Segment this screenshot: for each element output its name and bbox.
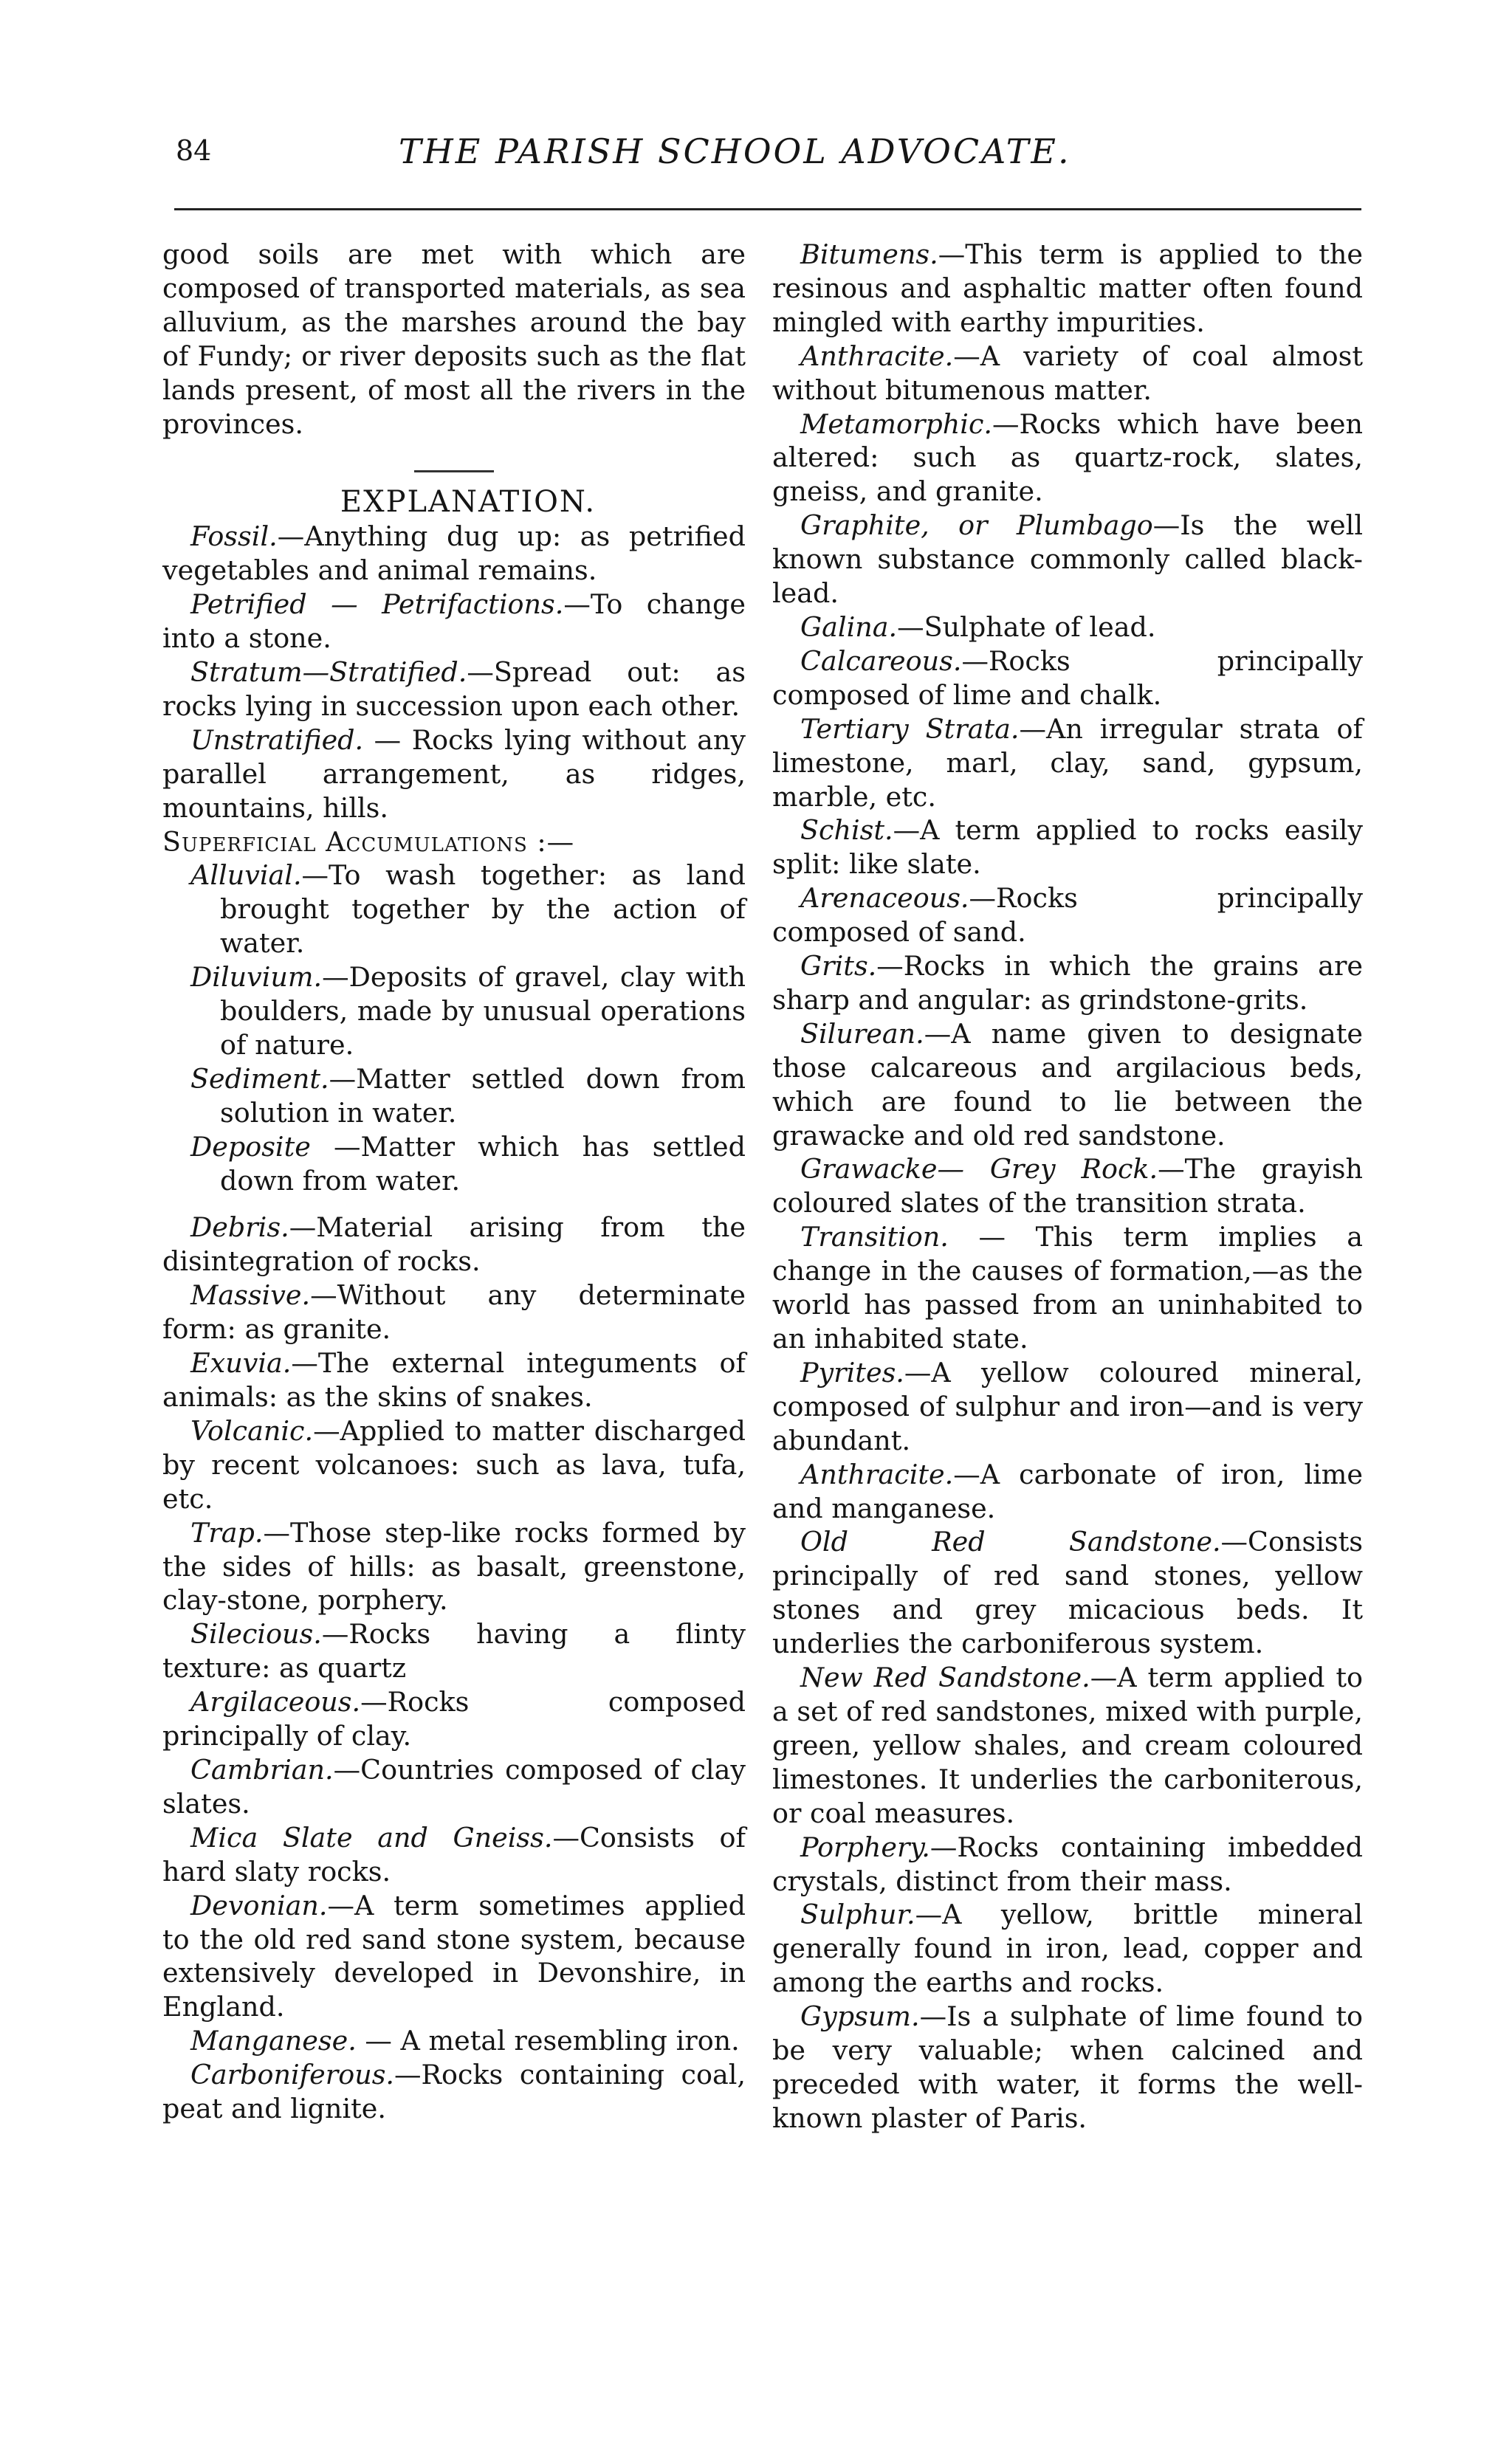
intro-paragraph: good soils are met with which are composed of transported materials, as sea alluvium, as the marshes around the bay of Fundy; or river deposits such as the flat lands present, of most all the rivers in the provinces.	[162, 238, 746, 440]
glossary-definition: —Rocks composed principally of clay.	[162, 1686, 746, 1752]
glossary-term: Porphery.	[800, 1831, 930, 1863]
glossary-term: Pyrites.	[800, 1356, 904, 1388]
subheading: Superficial Accumulations :—	[162, 825, 575, 858]
glossary-term: Old Red Sandstone.	[800, 1526, 1221, 1558]
glossary-entry	[772, 1152, 1363, 1220]
glossary-definition: —Consists principally of red sand stones, yellow stones and grey micacious beds. It underlies the carboniferous system.	[772, 1526, 1363, 1660]
glossary-definition: — Rocks lying without any parallel arrangement, as ridges, mountains, hills.	[162, 723, 746, 824]
glossary-entry	[162, 1889, 746, 2025]
glossary-definition: —A variety of coal almost without bitumenous matter.	[772, 340, 1363, 406]
glossary-term: Deposite	[190, 1130, 311, 1163]
glossary-entry	[772, 1661, 1363, 1831]
glossary-term: Galina.	[800, 610, 898, 643]
glossary-term: Gypsum.	[800, 2000, 920, 2033]
glossary-term: Manganese.	[190, 2025, 357, 2057]
glossary-term: Graphite, or Plumbago	[800, 509, 1153, 542]
glossary-definition: —Rocks containing imbedded crystals, distinct from their mass.	[772, 1831, 1363, 1897]
glossary-definition: —A term applied to rocks easily split: like slate.	[772, 814, 1363, 881]
glossary-term: Carboniferous.	[190, 2059, 395, 2091]
glossary-definition: —Is a sulphate of lime found to be very valuable; when calcined and preceded with water, it forms the well-known plaster of Paris.	[772, 2000, 1363, 2134]
glossary-definition: — This term implies a change in the causes of formation,—as the world has passed from an uninhabited to an inhabited state.	[772, 1221, 1363, 1355]
glossary-entry	[772, 509, 1363, 610]
glossary-definition: —To wash together: as land brought together by the action of water.	[220, 859, 746, 960]
glossary-term: Sulphur.	[800, 1899, 915, 1931]
glossary-definition: —Anything dug up: as petrified vegetables and animal remains.	[162, 520, 746, 587]
glossary-entry	[772, 610, 1363, 644]
right-column	[772, 238, 1363, 2136]
glossary-term: Stratum—Stratified.	[190, 655, 467, 688]
glossary-entry	[162, 1753, 746, 1821]
glossary-definition: —Spread out: as rocks lying in succession upon each other.	[162, 655, 746, 722]
glossary-entry	[772, 949, 1363, 1017]
glossary-entry	[162, 1516, 746, 1618]
glossary-definition: —This term is applied to the resinous and asphaltic matter often found mingled with earthy impurities.	[772, 238, 1363, 338]
glossary-term: Transition.	[800, 1221, 949, 1253]
glossary-entry	[162, 960, 746, 1062]
glossary-entry	[162, 1821, 746, 1889]
glossary-definition: —A yellow coloured mineral, composed of sulphur and iron—and is very abundant.	[772, 1356, 1363, 1456]
glossary-term: Massive.	[190, 1279, 311, 1312]
glossary-entry	[162, 655, 746, 723]
glossary-definition: —A name given to designate those calcareous and argilacious beds, which are found to lie between the grawacke and old red sandstone.	[772, 1017, 1363, 1152]
glossary-entry	[162, 1062, 746, 1130]
glossary-term: Mica Slate and Gneiss.	[190, 1821, 553, 1854]
glossary-entry	[162, 2024, 746, 2058]
glossary-term: Trap.	[190, 1516, 264, 1549]
header-rule	[174, 208, 1361, 210]
glossary-term: Argilaceous.	[190, 1686, 361, 1718]
glossary-entry	[772, 1356, 1363, 1458]
glossary-entry	[162, 1685, 746, 1753]
glossary-term: Petrified — Petrifactions.	[190, 588, 564, 621]
glossary-term: Anthracite.	[800, 1458, 954, 1490]
glossary-term: Anthracite.	[800, 340, 954, 372]
glossary-term: Grits.	[800, 950, 877, 982]
glossary-definition: —The grayish coloured slates of the transition strata.	[772, 1153, 1363, 1219]
glossary-entry	[772, 881, 1363, 949]
glossary-term: Debris.	[190, 1211, 289, 1244]
glossary-term: Cambrian.	[190, 1753, 334, 1786]
glossary-entry	[162, 588, 746, 655]
glossary-definition: —The external integuments of animals: as the skins of snakes.	[162, 1347, 746, 1413]
glossary-entry	[162, 1414, 746, 1516]
glossary-entry	[162, 1346, 746, 1414]
glossary-term: Diluvium.	[190, 961, 323, 994]
glossary-term: Grawacke— Grey Rock.	[800, 1153, 1158, 1185]
glossary-definition: —Rocks having a flinty texture: as quartz	[162, 1618, 746, 1684]
glossary-term: Silecious.	[190, 1618, 322, 1651]
glossary-term: Schist.	[800, 814, 893, 847]
glossary-definition: —Material arising from the disintegration of rocks.	[162, 1211, 746, 1278]
glossary-term: Sediment.	[190, 1062, 329, 1095]
glossary-definition: —Without any determinate form: as granite.	[162, 1279, 746, 1346]
section-heading: EXPLANATION.	[340, 485, 597, 520]
running-title: THE PARISH SCHOOL ADVOCATE.	[399, 131, 1071, 171]
glossary-entry	[162, 1211, 746, 1279]
glossary-term: Arenaceous.	[800, 882, 969, 915]
glossary-definition: —Those step-like rocks formed by the sides of hills: as basalt, greenstone, clay-stone, porphery.	[162, 1516, 746, 1617]
glossary-entry	[162, 520, 746, 588]
glossary-term: Exuvia.	[190, 1347, 292, 1380]
glossary-definition: —Applied to matter discharged by recent volcanoes: such as lava, tufa, etc.	[162, 1414, 746, 1515]
glossary-entry	[772, 1458, 1363, 1526]
glossary-definition: —Rocks which have been altered: such as quartz-rock, slates, gneiss, and granite.	[772, 407, 1363, 508]
glossary-entry	[772, 1831, 1363, 1899]
glossary-definition: — A metal resembling iron.	[356, 2025, 740, 2057]
glossary-entry	[162, 1279, 746, 1346]
glossary-definition: —To change into a stone.	[162, 588, 746, 655]
glossary-entry	[772, 1898, 1363, 2000]
glossary-entry	[162, 1617, 746, 1685]
glossary-term: Calcareous.	[800, 644, 962, 677]
glossary-term: Silurean.	[800, 1017, 924, 1050]
glossary-term: Fossil.	[190, 520, 278, 553]
glossary-entry	[772, 813, 1363, 881]
glossary-definition: —Rocks containing coal, peat and lignite.	[162, 2059, 746, 2125]
glossary-term: Devonian.	[190, 1889, 328, 1921]
glossary-term: Unstratified.	[190, 723, 364, 756]
glossary-entry	[772, 340, 1363, 407]
glossary-definition: —A yellow, brittle mineral generally found in iron, lead, copper and among the earths and rocks.	[772, 1899, 1363, 1999]
glossary-term: Metamorphic.	[800, 407, 993, 440]
glossary-term: Bitumens.	[800, 238, 938, 270]
glossary-entry	[772, 1220, 1363, 1356]
glossary-definition: —Countries composed of clay slates.	[162, 1753, 746, 1820]
glossary-definition: —Rocks principally composed of sand.	[772, 882, 1363, 949]
glossary-entry	[772, 2000, 1363, 2136]
glossary-entry	[772, 1017, 1363, 1153]
glossary-definition: —Consists of hard slaty rocks.	[162, 1821, 746, 1887]
glossary-definition: —Is the well known substance commonly called black-lead.	[772, 509, 1363, 610]
page-number: 84	[176, 134, 212, 167]
glossary-term: Volcanic.	[190, 1414, 314, 1447]
glossary-entry	[162, 1130, 746, 1198]
glossary-definition: —Rocks in which the grains are sharp and angular: as grindstone-grits.	[772, 950, 1363, 1016]
glossary-definition: —A carbonate of iron, lime and manganese.	[772, 1458, 1363, 1524]
glossary-definition: —Matter which has settled down from water.	[220, 1130, 746, 1197]
glossary-definition: —An irregular strata of limestone, marl, clay, sand, gypsum, marble, etc.	[772, 712, 1363, 813]
glossary-definition: —A term sometimes applied to the old red sand stone system, because extensively developed in Devonshire, in England.	[162, 1889, 746, 2023]
glossary-definition: —Deposits of gravel, clay with boulders, made by unusual operations of nature.	[220, 961, 746, 1061]
glossary-definition: —Matter settled down from solution in water.	[220, 1062, 746, 1129]
section-divider	[414, 470, 494, 472]
glossary-term: Alluvial.	[190, 859, 302, 892]
glossary-entry	[162, 723, 746, 825]
glossary-entry	[772, 712, 1363, 814]
glossary-term: Tertiary Strata.	[800, 712, 1020, 745]
glossary-entry	[772, 407, 1363, 509]
glossary-term: New Red Sandstone.	[800, 1662, 1090, 1694]
left-column	[162, 238, 746, 2126]
glossary-definition: —Rocks principally composed of lime and chalk.	[772, 644, 1363, 711]
glossary-definition: —A term applied to a set of red sandstones, mixed with purple, green, yellow shales, and cream coloured limestones. It underlies the carboniterous, or coal measures.	[772, 1662, 1363, 1829]
glossary-entry	[772, 1525, 1363, 1661]
glossary-entry	[772, 238, 1363, 340]
glossary-entry	[772, 644, 1363, 712]
glossary-entry	[162, 858, 746, 960]
glossary-entry	[162, 2058, 746, 2126]
glossary-definition: —Sulphate of lead.	[897, 610, 1156, 643]
